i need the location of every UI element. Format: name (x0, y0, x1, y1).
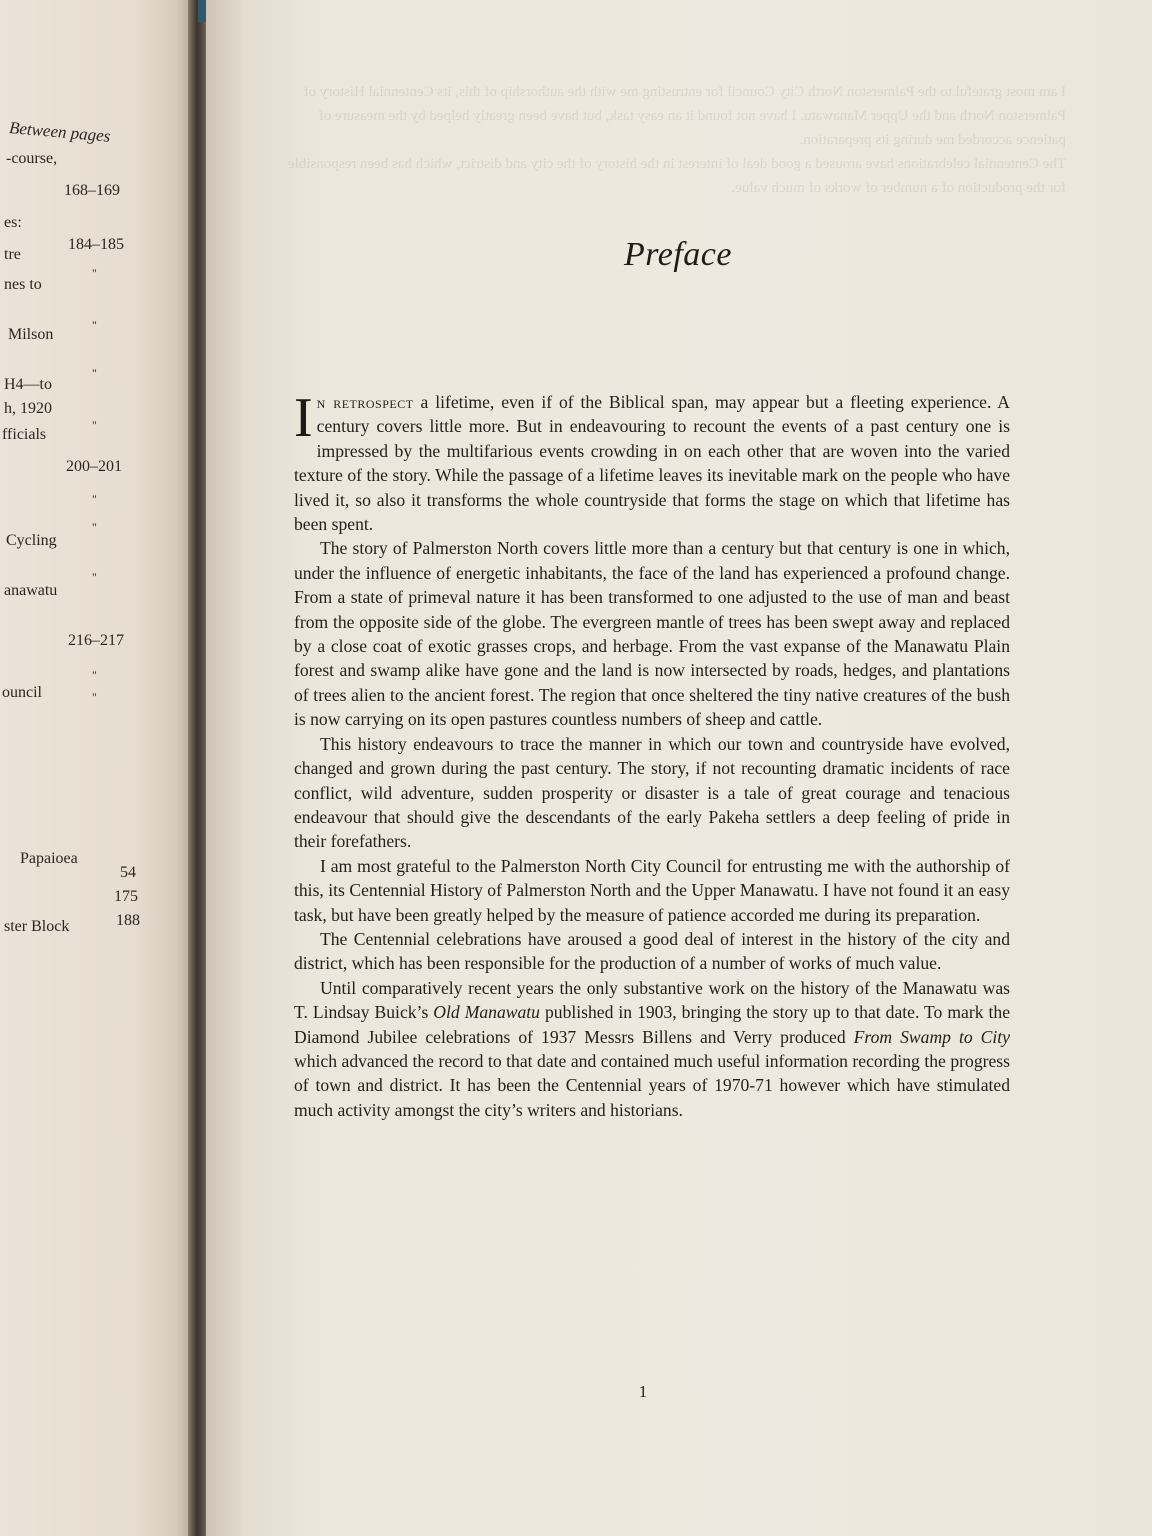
paragraph-1 (294, 387, 1010, 536)
list-item: ouncil (2, 684, 42, 701)
paragraph-2: The story of Palmerston North covers little more than a century but that century is one in which, under the influence of energetic inhabitants, the face of the land has experienced a profound change. From a state of primeval nature it has been transformed to one adjusted to the use of man and beast from the opposite side of the globe. The evergreen mantle of trees has been swept away and replaced by a close coat of exotic grasses crops, and herbage. From the vast expanse of the Manawatu Plain forest and swamp alike have gone and the land is now intersected by roads, hedges, and plantations of trees alien to the ancient forest. The region that once sheltered the tiny native creatures of the bush is now carrying on its open pastures countless numbers of sheep and cattle. (294, 538, 1010, 730)
paragraph-text: a lifetime, even if of the Biblical span, may appear but a fleeting experience. A century covers little more. But in endeavouring to recount the events of a past century one is impressed by the multifarious events crowding in on each other that are woven into the varied texture of the story. While the passage of a lifetime leaves its inevitable mark on the people who have lived it, so also it transforms the whole countryside that forms the stage on which that lifetime has been spent. (294, 392, 1010, 535)
ditto-mark: " (92, 366, 97, 380)
paragraph-3: This history endeavours to trace the manner in which our town and countryside have evolved, changed and grown during the past century. The story, if not recounting dramatic incidents of race conflict, wild adventure, sudden prosperity or disaster is a tale of great courage and tenacious endeavour that should give the descendants of the early Pakeha settlers a deep feeling of pride in their forefathers. (294, 733, 1010, 852)
show-through-paragraph: I am most grateful to the Palmerston North City Council for entrusting me with the authorship of this, its Centennial History of Palmerston North and the Upper Manawatu. I have not found it an easy task, but have been greatly helped by the measure of patience accorded me during its preparation. (303, 84, 1066, 148)
illustrations-list (0, 0, 192, 1536)
book-title-old-manawatu: Old Manawatu (433, 1002, 540, 1023)
list-item: -course, (6, 150, 58, 167)
smallcaps-lead: n retrospect (316, 392, 414, 412)
paragraph-5: The Centennial celebrations have aroused a good deal of interest in the history of the city and district, which has been responsible for the production of a number of works of much value. (294, 928, 1010, 974)
list-item: ster Block (4, 918, 70, 935)
page-title: Preface (624, 236, 732, 273)
list-item: fficials (2, 426, 47, 443)
list-page-range: 168–169 (64, 182, 120, 199)
ditto-mark: " (92, 570, 97, 584)
list-page-range: 216–217 (68, 632, 124, 649)
show-through-paragraph: The Centennial celebrations have aroused a good deal of interest in the history of the city and district, which has been responsible for the production of a number of works of much value. (287, 156, 1066, 196)
list-page-number: 188 (116, 912, 140, 929)
paragraph-6 (294, 976, 1010, 1122)
list-item: Papaioea (20, 850, 78, 867)
list-item: nes to (4, 276, 42, 293)
list-page-number: 175 (114, 888, 138, 905)
left-facing-page (0, 0, 192, 1536)
list-page-range: 184–185 (68, 236, 124, 253)
paragraph-4: I am most grateful to the Palmerston North City Council for entrusting me with the authorship of this, its Centennial History of Palmerston North and the Upper Manawatu. I have not found it an easy task, but have been greatly helped by the measure of patience accorded me during its preparation. (294, 855, 1010, 925)
list-page-range: 200–201 (66, 458, 122, 475)
list-heading: Between pages (8, 118, 112, 146)
ditto-mark: " (92, 690, 97, 704)
list-page-number: 54 (120, 864, 136, 881)
ditto-mark: " (92, 266, 97, 280)
list-item: tre (4, 246, 21, 263)
list-item: anawatu (4, 582, 58, 599)
spine-accent (198, 0, 206, 22)
paragraph-text: Until comparatively recent years the only substantive work on the history of the Manawatu was T. Lindsay Buick’s (294, 977, 1010, 1023)
book-title-from-swamp-to-city: From Swamp to City (853, 1026, 1010, 1047)
preface-page (206, 0, 1152, 1536)
list-item: h, 1920 (4, 400, 52, 417)
paragraph-text: which advanced the record to that date and contained much useful information recording the progress of town and district. It has been the Centennial years of 1970-71 however which have stimulated much activity amongst the city’s writers and historians. (294, 1050, 1010, 1120)
ditto-mark: " (92, 418, 97, 432)
list-item: Milson (8, 326, 54, 343)
preface-body (294, 387, 1011, 1122)
paragraph-text: published in 1903, bringing the story up to that date. To mark the Diamond Jubilee celebrations of 1937 Messrs Billens and Verry produced (294, 1002, 1011, 1047)
list-item: es: (4, 214, 22, 231)
ditto-mark: " (92, 318, 97, 332)
ditto-mark: " (92, 492, 97, 506)
list-item: H4—to (4, 376, 52, 393)
list-item: Cycling (6, 532, 57, 549)
ditto-mark: " (92, 668, 97, 682)
page-number: 1 (638, 1382, 648, 1401)
drop-cap: I (294, 387, 313, 449)
ditto-mark: " (92, 520, 97, 534)
